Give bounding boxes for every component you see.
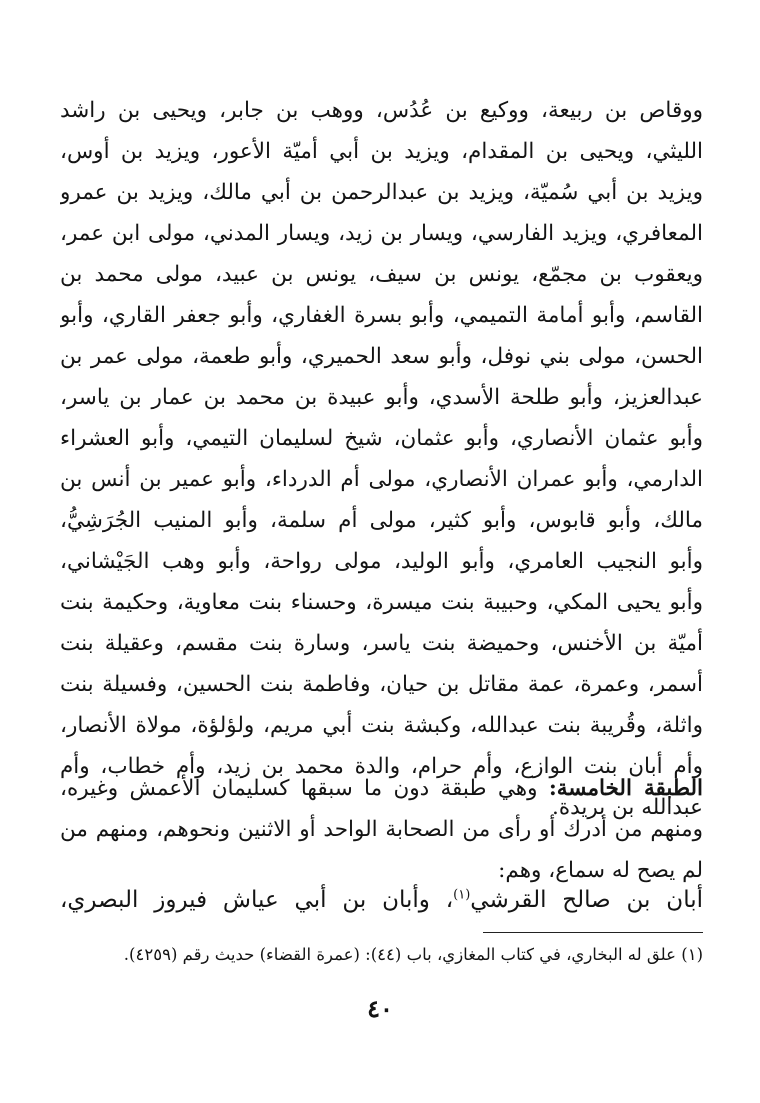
text-line: لم يصح له سماع، وهم: [498, 858, 703, 883]
footnote-separator [483, 932, 703, 933]
text-line: وأبو يحيى المكي، وحبيبة بنت ميسرة، وحسناء بنت معاوية، وحكيمة بنت [60, 590, 703, 615]
text-line: وأبو النجيب العامري، وأبو الوليد، مولى رواحة، وأبو وهب الجَيْشاني، [60, 549, 703, 574]
fifth-tier-paragraph [60, 768, 703, 891]
continuation-paragraph [60, 877, 703, 923]
text-line: مالك، وأبو قابوس، وأبو كثير، مولى أم سلمة، وأبو المنيب الجُرَشِيُّ، [60, 508, 703, 533]
page-number: ٤٠ [367, 994, 393, 1023]
text-line: ووقاص بن ربيعة، ووكيع بن عُدُس، ووهب بن جابر، ويحيى بن راشد [60, 98, 703, 123]
text-line: عبدالله بن بريدة. [551, 795, 703, 820]
text-line: واثلة، وقُريبة بنت عبدالله، وكبشة بنت أبي مريم، ولؤلؤة، مولاة الأنصار، [60, 713, 703, 738]
text-line: ويعقوب بن مجمّع، يونس بن سيف، يونس بن عبيد، مولى محمد بن [60, 262, 703, 287]
text-line: القاسم، وأبو أمامة التميمي، وأبو بسرة الغفاري، وأبو جعفر القاري، وأبو [60, 303, 703, 328]
text-fragment: أبان بن صالح القرشي [470, 887, 703, 913]
text-line: الحسن، مولى بني نوفل، وأبو سعد الحميري، وأبو طعمة، مولى عمر بن [60, 344, 703, 369]
text-line: المعافري، ويزيد الفارسي، ويسار بن زيد، ويسار المدني، مولى ابن عمر، [60, 221, 703, 246]
text-line: الليثي، ويحيى بن المقدام، ويزيد بن أبي أميّة الأعور، ويزيد بن أوس، [60, 139, 703, 164]
text-line: وأبو عثمان الأنصاري، وأبو عثمان، شيخ لسليمان التيمي، وأبو العشراء [60, 426, 703, 451]
text-line: عبدالعزيز، وأبو طلحة الأسدي، وأبو عبيدة بن محمد بن عمار بن ياسر، [60, 385, 703, 410]
text-line: أسمر، وعمرة، عمة مقاتل بن حيان، وفاطمة بنت الحسين، وفسيلة بنت [60, 672, 703, 697]
section-heading: الطبقة الخامسة: [548, 776, 703, 801]
text-line: الدارمي، وأبو عمران الأنصاري، مولى أم الدرداء، وأبو عمير بن أنس بن [60, 467, 703, 492]
text-fragment: وهي طبقة دون ما سبقها كسليمان الأعمش وغيره، [60, 776, 549, 801]
text-line: ومنهم من أدرك أو رأى من الصحابة الواحد أو الاثنين ونحوهم، ومنهم من [60, 817, 703, 842]
text-line: وأم أبان بنت الوازع، وأم حرام، والدة محمد بن زيد، وأم خطاب، وأم [60, 754, 703, 779]
text-line [60, 877, 703, 923]
footnote-reference[interactable]: (١) [453, 887, 471, 903]
text-line [60, 768, 703, 809]
text-line: أميّة بن الأخنس، وحميضة بنت ياسر، وسارة بنت مقسم، وعقيلة بنت [60, 631, 703, 656]
footnote: (١) علق له البخاري، في كتاب المغازي، باب (٤٤): (عمرة القضاء) حديث رقم (٤٢٥٩). [123, 945, 703, 964]
main-paragraph [60, 90, 703, 828]
text-fragment: ، وأبان بن أبي عياش فيروز البصري، [60, 887, 454, 913]
text-line: ويزيد بن أبي سُميّة، ويزيد بن عبدالرحمن بن أبي مالك، ويزيد بن عمرو [60, 180, 703, 205]
